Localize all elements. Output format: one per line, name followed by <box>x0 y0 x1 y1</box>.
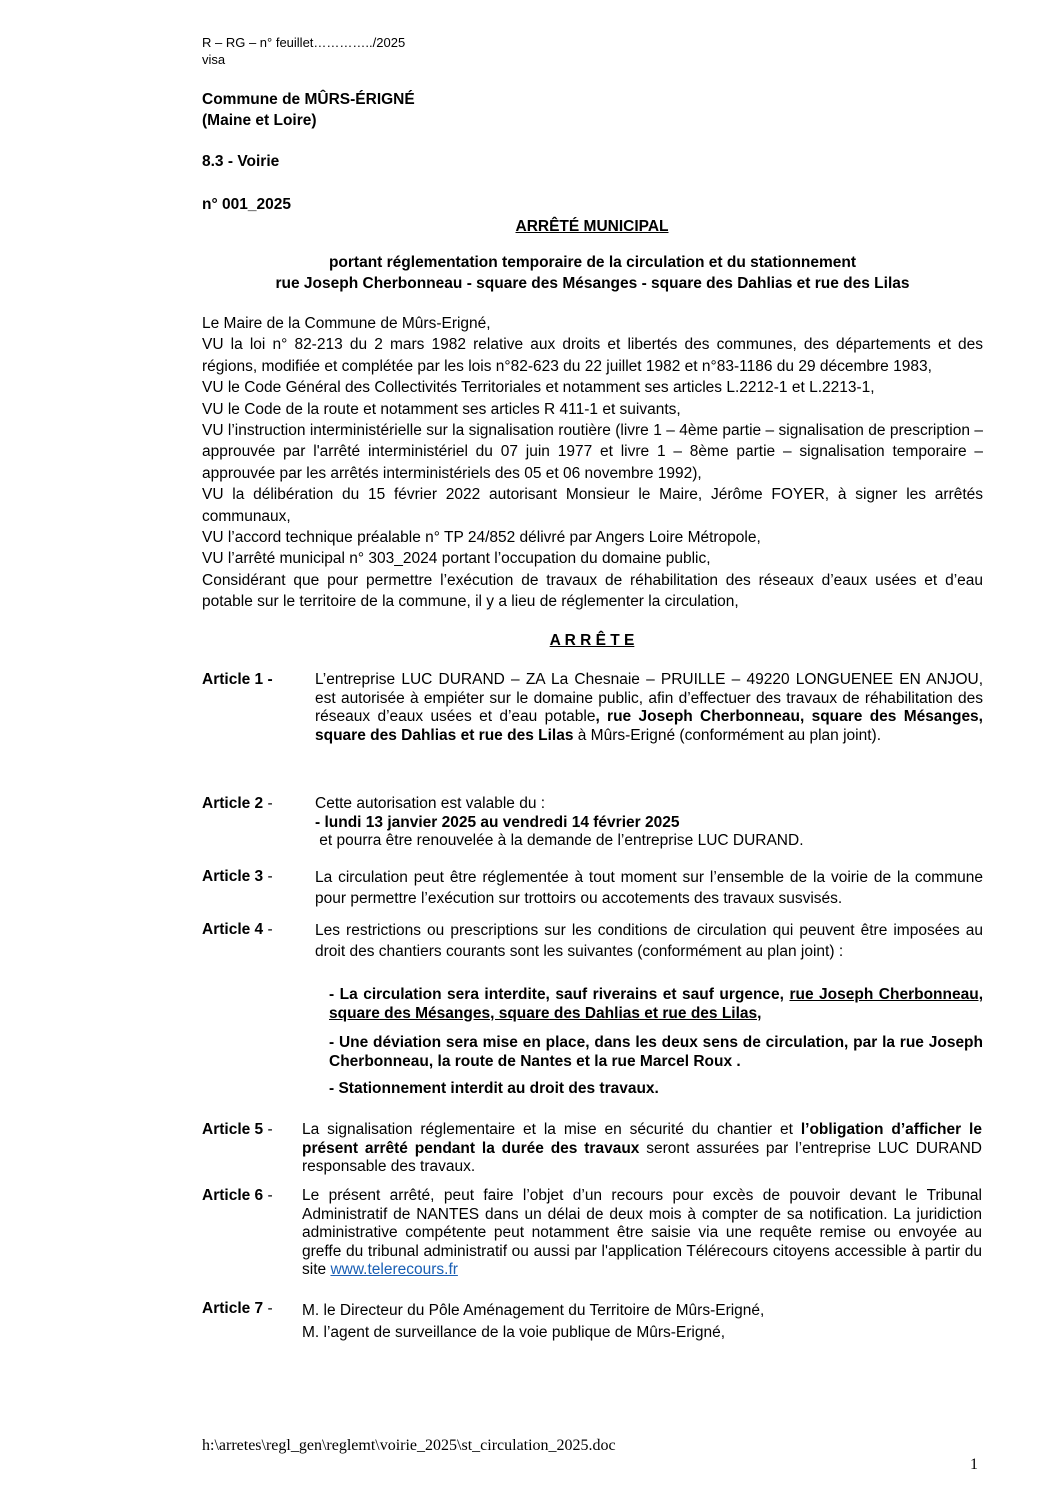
article-2-text <box>315 795 983 851</box>
article-3-separator: - <box>263 868 273 885</box>
preamble-vu-deliberation: VU la délibération du 15 février 2022 autorisant Monsieur le Maire, Jérôme FOYER, à signer les arrêtés communaux, <box>202 486 983 525</box>
preamble-vu-code-route: VU le Code de la route et notamment ses articles R 411-1 et suivants, <box>202 400 681 418</box>
article-3-label <box>202 868 273 886</box>
article-1-streets: , rue Joseph Cherbonneau, square des Mésanges, square des Dahlias et rue des Lilas <box>315 708 983 744</box>
article-7-title: Article 7 <box>202 1300 264 1317</box>
article-6-body: Le présent arrêté, peut faire l’objet d’un recours pour excès de pouvoir devant le Tribunal Administratif de NANTES dans un délai de deux mois à compter de sa notification. La juridiction administrative compétente peut notamment être saisie via une requête remise ou envoyée au greffe du tribunal administratif ou aussi par l'application Télérecours citoyens accessible à partir du site <box>302 1187 982 1278</box>
article-1-text-a: L’entreprise LUC DURAND – ZA La Chesnaie – PRUILLE – 49220 LONGUENEE EN ANJOU, est autorisée à empiéter sur le domaine public, afin d’effectuer des travaux de réhabilitation des réseaux d’eaux usées et d’eau potable <box>315 671 983 725</box>
article-4-item-1 <box>329 986 983 1023</box>
department: (Maine et Loire) <box>202 112 317 129</box>
article-4-item-1-text: - La circulation sera interdite, sauf riverains et sauf urgence, <box>329 986 790 1003</box>
article-5-text <box>302 1121 982 1177</box>
article-5-obligation: l’obligation d’afficher le présent arrêté pendant la durée des travaux <box>302 1121 982 1157</box>
article-5-separator: - <box>263 1121 273 1138</box>
article-6-separator: - <box>263 1187 273 1204</box>
article-5-label <box>202 1121 273 1139</box>
article-3-title: Article 3 <box>202 868 264 885</box>
preamble-vu-loi: VU la loi n° 82-213 du 2 mars 1982 relative aux droits et libertés des communes, des départements et des régions, modifiée et complétée par les lois n°82-623 du 22 juillet 1982 et n°83-1186 du 29 décembre 1983, <box>202 336 983 375</box>
preamble-intro: Le Maire de la Commune de Mûrs-Erigné, <box>202 315 491 332</box>
arrete-heading: A R R Ê T E <box>549 632 635 649</box>
article-4-text: Les restrictions ou prescriptions sur les conditions de circulation qui peuvent être imposées au droit des chantiers courants sont les suivantes (conformément au plan joint) : <box>315 922 983 960</box>
article-4-separator: - <box>263 921 273 938</box>
article-3-text: La circulation peut être réglementée à tout moment sur l’ensemble de la voirie de la commune pour permettre l’exécution sur trottoirs ou accotements des travaux susvisés. <box>315 869 983 907</box>
preamble-vu-cgct: VU le Code Général des Collectivités Territoriales et notamment ses articles L.2212-1 et L.2213-1, <box>202 379 875 397</box>
article-4-item-2: - Une déviation sera mise en place, dans les deux sens de circulation, par la rue Joseph Cherbonneau, la route de Nantes et la rue Marcel Roux . <box>329 1034 983 1070</box>
arrete-number: n° 001_2025 <box>202 196 291 213</box>
article-7-line-1: M. le Directeur du Pôle Aménagement du Territoire de Mûrs-Erigné, <box>302 1302 765 1319</box>
article-2-line-1: Cette autorisation est valable du : <box>315 795 546 812</box>
visa-label: visa <box>202 52 226 67</box>
preamble-vu-accord: VU l’accord technique préalable n° TP 24/852 délivré par Angers Loire Métropole, <box>202 529 761 547</box>
preamble-considerant: Considérant que pour permettre l’exécution de travaux de réhabilitation des réseaux d’eaux usées et d’eau potable sur le territoire de la commune, il y a lieu de réglementer la circulation, <box>202 571 983 611</box>
preamble-vu-arrete: VU l’arrêté municipal n° 303_2024 portant l’occupation du domaine public, <box>202 550 711 568</box>
article-6-text <box>302 1187 982 1280</box>
reference-line: R – RG – n° feuillet…………../2025 <box>202 35 406 50</box>
article-6-title: Article 6 <box>202 1187 264 1204</box>
article-2-label <box>202 795 273 813</box>
article-4-title: Article 4 <box>202 921 264 938</box>
category: 8.3 - Voirie <box>202 153 280 170</box>
article-2-separator: - <box>263 795 273 812</box>
article-6-label <box>202 1187 273 1205</box>
article-4-item-3: - Stationnement interdit au droit des travaux. <box>329 1080 659 1097</box>
commune-name: Commune de MÛRS-ÉRIGNÉ <box>202 91 415 108</box>
preamble-vu-instruction: VU l’instruction interministérielle sur la signalisation routière (livre 1 – 4ème partie – signalisation de prescription – approuvée par l'arrêté interministériel du 07 juin 1977 et livre 1 – 8ème partie – signalisation temporaire – approuvée par les arrêtés interministériels des 05 et 06 novembre 1992), <box>202 422 983 482</box>
article-5-text-b: seront assurées par l’entreprise LUC DURAND responsable des travaux. <box>302 1139 982 1175</box>
article-5-title: Article 5 <box>202 1121 264 1138</box>
file-path: h:\arretes\regl_gen\reglemt\voirie_2025\st_circulation_2025.doc <box>202 1437 616 1454</box>
telerecours-link[interactable]: www.telerecours.fr <box>330 1261 458 1278</box>
article-1-text <box>315 671 983 745</box>
article-2-line-3: et pourra être renouvelée à la demande de l’entreprise LUC DURAND. <box>315 832 804 849</box>
article-1-title: Article 1 <box>202 671 264 688</box>
article-2-dates: - lundi 13 janvier 2025 au vendredi 14 février 2025 <box>315 813 680 831</box>
article-2-title: Article 2 <box>202 795 264 812</box>
article-4-label <box>202 921 273 939</box>
article-4-item-1-streets: rue Joseph Cherbonneau, square des Mésanges, square des Dahlias et rue des Lilas, <box>329 986 984 1022</box>
document-title: ARRÊTÉ MUNICIPAL <box>515 218 669 235</box>
article-1-label <box>202 671 273 689</box>
article-7-label <box>202 1300 273 1318</box>
article-7-line-2: M. l’agent de surveillance de la voie publique de Mûrs-Erigné, <box>302 1324 726 1341</box>
article-1-separator: - <box>263 671 273 688</box>
article-7-text <box>302 1300 982 1344</box>
preamble <box>202 313 983 613</box>
article-1-text-b: à Mûrs-Erigné (conformément au plan joint). <box>573 726 882 744</box>
article-7-separator: - <box>263 1300 273 1317</box>
document-subtitle-1: portant réglementation temporaire de la circulation et du stationnement <box>328 254 857 271</box>
page-number: 1 <box>970 1456 978 1473</box>
article-5-text-a: La signalisation réglementaire et la mise en sécurité du chantier et <box>302 1121 801 1138</box>
document-subtitle-2: rue Joseph Cherbonneau - square des Mésanges - square des Dahlias et rue des Lilas <box>275 275 910 292</box>
